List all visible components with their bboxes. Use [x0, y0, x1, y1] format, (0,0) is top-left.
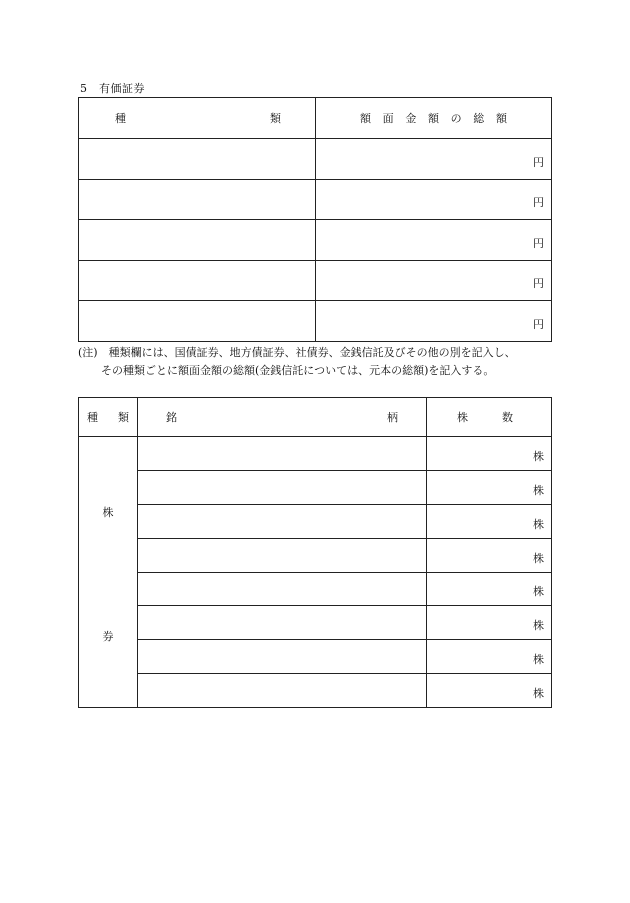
share-count-cell[interactable]	[427, 606, 552, 640]
type-cell[interactable]	[79, 139, 316, 180]
count-header-char-1: 株	[457, 411, 468, 424]
table-row	[79, 538, 552, 572]
header-char: 額	[427, 112, 439, 125]
amount-cell[interactable]	[316, 220, 552, 261]
share-unit: 株	[533, 551, 544, 565]
brand-cell[interactable]	[138, 674, 427, 708]
share-unit: 株	[533, 653, 544, 667]
yen-unit: 円	[533, 196, 544, 210]
header-char: 金	[405, 112, 417, 125]
share-unit: 株	[533, 517, 544, 531]
type-header-char-1: 種	[115, 112, 126, 125]
share-count-header	[427, 398, 552, 437]
brand-cell[interactable]	[138, 470, 427, 504]
share-count-cell[interactable]	[427, 437, 552, 471]
share-unit: 株	[533, 449, 544, 463]
brand-cell[interactable]	[138, 437, 427, 471]
category-char-1: 株	[102, 506, 114, 519]
table-header-row	[79, 98, 552, 139]
section-title: 5 有価証券	[80, 82, 145, 95]
yen-unit: 円	[533, 236, 544, 250]
type-cell[interactable]	[79, 301, 316, 342]
share-count-cell[interactable]	[427, 538, 552, 572]
brand-cell[interactable]	[138, 606, 427, 640]
table-row	[79, 504, 552, 538]
share-count-cell[interactable]	[427, 504, 552, 538]
amount-cell[interactable]	[316, 260, 552, 301]
share-unit: 株	[533, 483, 544, 497]
share-count-cell[interactable]	[427, 674, 552, 708]
kind-header	[79, 398, 138, 437]
category-cell-stock	[79, 437, 138, 708]
header-char: 総	[473, 112, 485, 125]
amount-cell[interactable]	[316, 179, 552, 220]
table-row	[79, 572, 552, 606]
type-header	[79, 98, 316, 139]
table-header-row	[79, 398, 552, 437]
face-amount-total-header	[316, 98, 552, 139]
brand-cell[interactable]	[138, 504, 427, 538]
share-count-cell[interactable]	[427, 640, 552, 674]
amount-cell[interactable]	[316, 139, 552, 180]
stock-table	[78, 397, 552, 708]
table-row	[79, 260, 552, 301]
amount-cell[interactable]	[316, 301, 552, 342]
header-char: の	[450, 112, 462, 125]
yen-unit: 円	[533, 277, 544, 291]
type-cell[interactable]	[79, 179, 316, 220]
table-row	[79, 139, 552, 180]
header-char: 額	[495, 112, 507, 125]
share-count-cell[interactable]	[427, 572, 552, 606]
table-row	[79, 301, 552, 342]
share-count-cell[interactable]	[427, 470, 552, 504]
kind-header-char-1: 種	[87, 411, 98, 424]
type-cell[interactable]	[79, 260, 316, 301]
table-row	[79, 470, 552, 504]
type-cell[interactable]	[79, 220, 316, 261]
yen-unit: 円	[533, 155, 544, 169]
count-header-char-2: 数	[502, 411, 513, 424]
note-line-2: その種類ごとに額面金額の総額(金銭信託については、元本の総額)を記入する。	[101, 364, 495, 377]
share-unit: 株	[533, 687, 544, 701]
header-char: 額	[360, 112, 371, 125]
header-char: 面	[382, 112, 394, 125]
table-row	[79, 640, 552, 674]
share-unit: 株	[533, 585, 544, 599]
brand-header-char-1: 銘	[166, 411, 177, 424]
table-row	[79, 220, 552, 261]
kind-header-char-2: 類	[118, 411, 129, 424]
brand-header	[138, 398, 427, 437]
type-header-char-2: 類	[270, 112, 281, 125]
table-row	[79, 179, 552, 220]
securities-amount-table	[78, 97, 552, 342]
note-line-1: (注) 種類欄には、国債証券、地方債証券、社債券、金銭信託及びその他の別を記入し、	[78, 346, 516, 359]
brand-cell[interactable]	[138, 640, 427, 674]
brand-cell[interactable]	[138, 538, 427, 572]
yen-unit: 円	[533, 317, 544, 331]
brand-header-char-2: 柄	[387, 411, 398, 424]
category-char-2: 券	[102, 630, 114, 643]
table-row	[79, 674, 552, 708]
share-unit: 株	[533, 619, 544, 633]
brand-cell[interactable]	[138, 572, 427, 606]
table-row	[79, 606, 552, 640]
table-row	[79, 437, 552, 471]
